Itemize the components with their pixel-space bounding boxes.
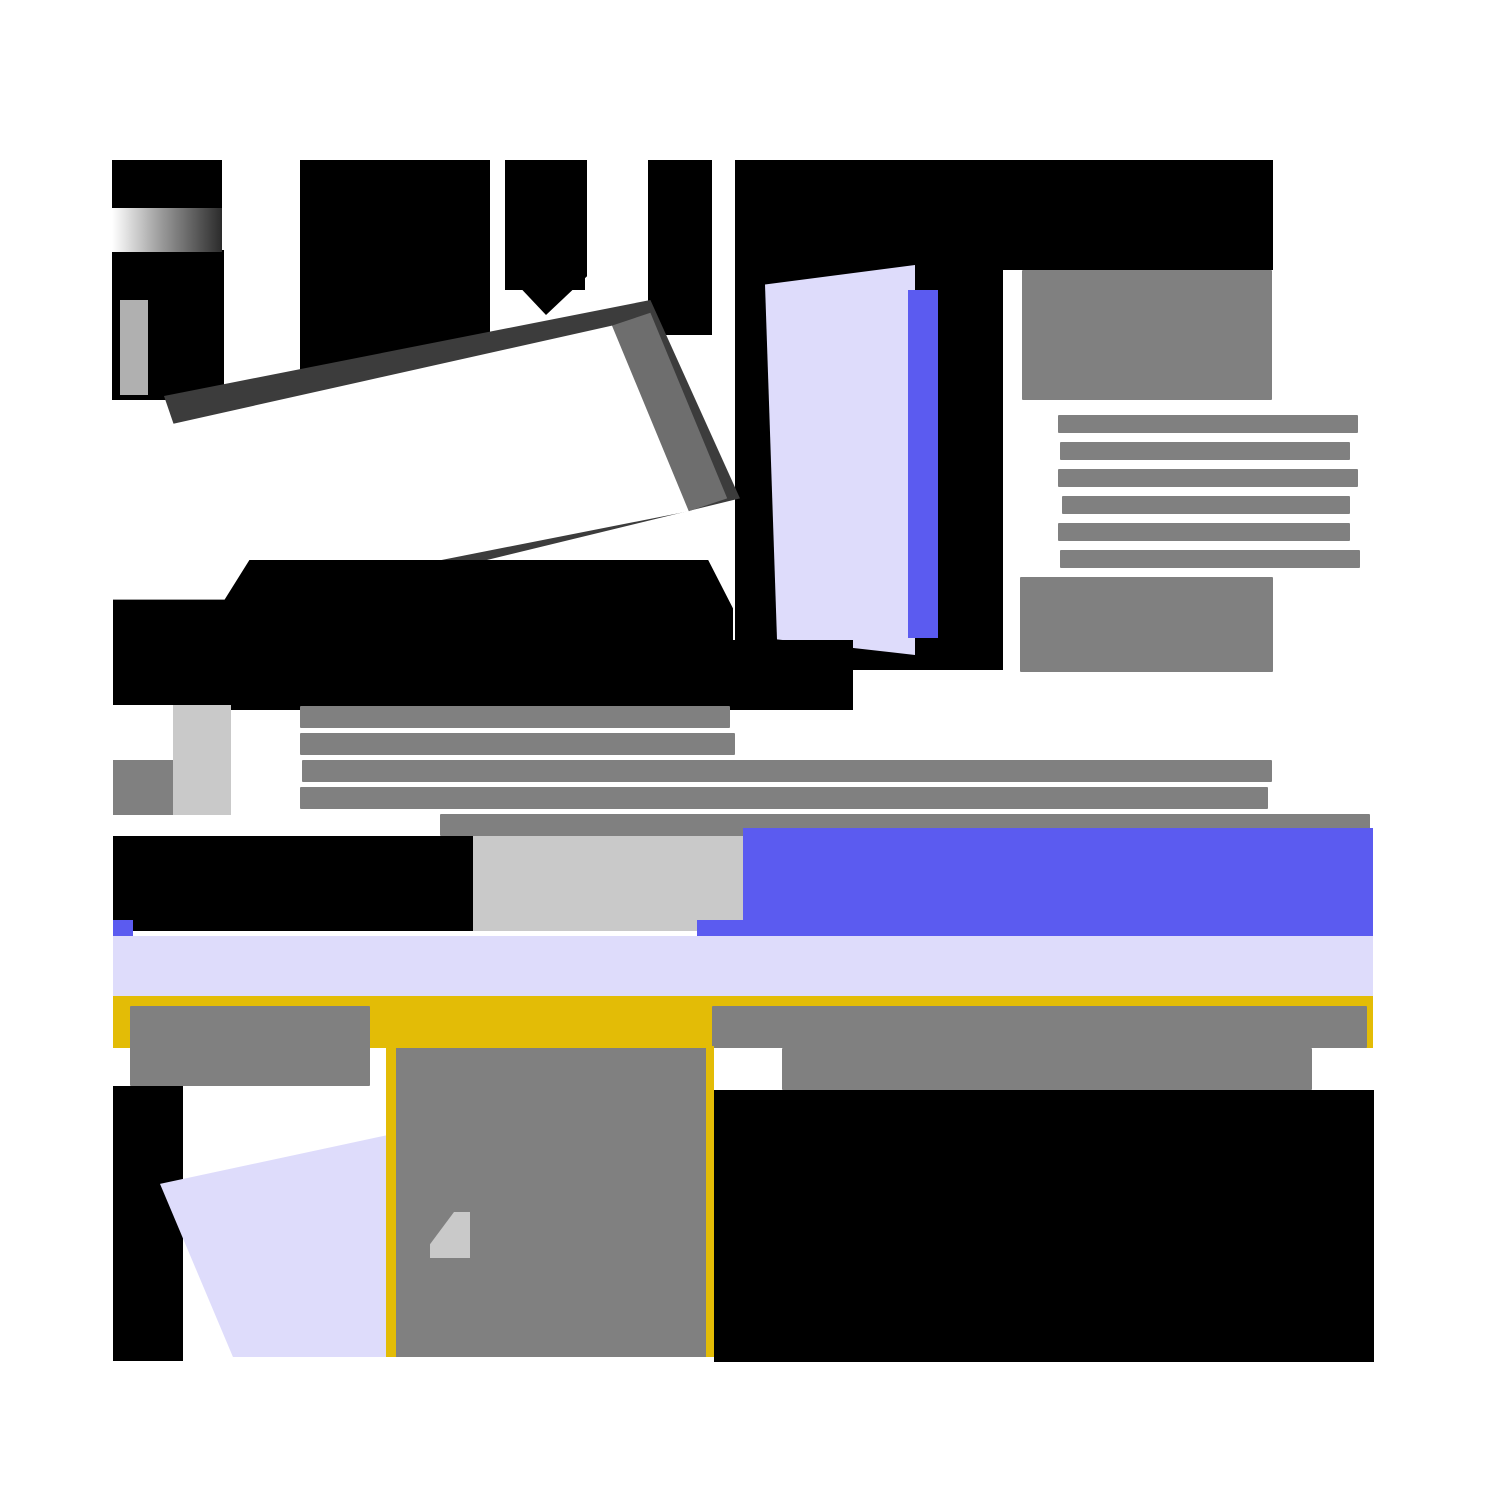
top-left-dark-mass xyxy=(112,160,222,208)
upper-right-dark-mass xyxy=(735,160,1273,270)
gold-divider-2 xyxy=(706,1046,714,1357)
text-bar xyxy=(300,733,735,755)
lower-left-dark-mass xyxy=(113,1086,183,1361)
lower-grey-block xyxy=(396,1048,706,1357)
text-bar xyxy=(1058,469,1358,487)
text-bar xyxy=(1060,442,1350,460)
text-bar xyxy=(130,1006,370,1086)
text-bar xyxy=(1058,523,1350,541)
mid-left-dark-mass xyxy=(113,640,853,710)
left-grey-chip xyxy=(173,705,231,815)
left-grey-chip-2 xyxy=(113,760,173,815)
text-bar xyxy=(1060,550,1360,568)
blue-band xyxy=(743,828,1373,936)
metal-chip xyxy=(112,208,222,252)
top-middle-peak xyxy=(505,160,587,315)
text-bar xyxy=(1062,496,1350,514)
lavender-band xyxy=(113,936,1373,996)
text-bar xyxy=(712,1006,1367,1048)
text-bar xyxy=(302,760,1272,782)
lower-right-dark-mass xyxy=(714,1090,1374,1362)
upper-right-notch xyxy=(940,270,1003,630)
text-bar xyxy=(1058,415,1358,433)
lower-lavender-panel xyxy=(160,1135,388,1357)
text-bar xyxy=(782,1048,1312,1090)
mid-left-dark-mass-2 xyxy=(113,836,473,931)
text-bar xyxy=(1022,270,1272,400)
blue-column xyxy=(908,290,938,638)
text-bar xyxy=(1020,577,1273,672)
text-bar xyxy=(300,787,1268,809)
gold-divider xyxy=(386,1046,396,1357)
left-white-notch xyxy=(113,705,173,760)
lavender-column xyxy=(765,265,915,655)
mid-grey-block xyxy=(473,836,743,931)
text-bar xyxy=(300,706,730,728)
